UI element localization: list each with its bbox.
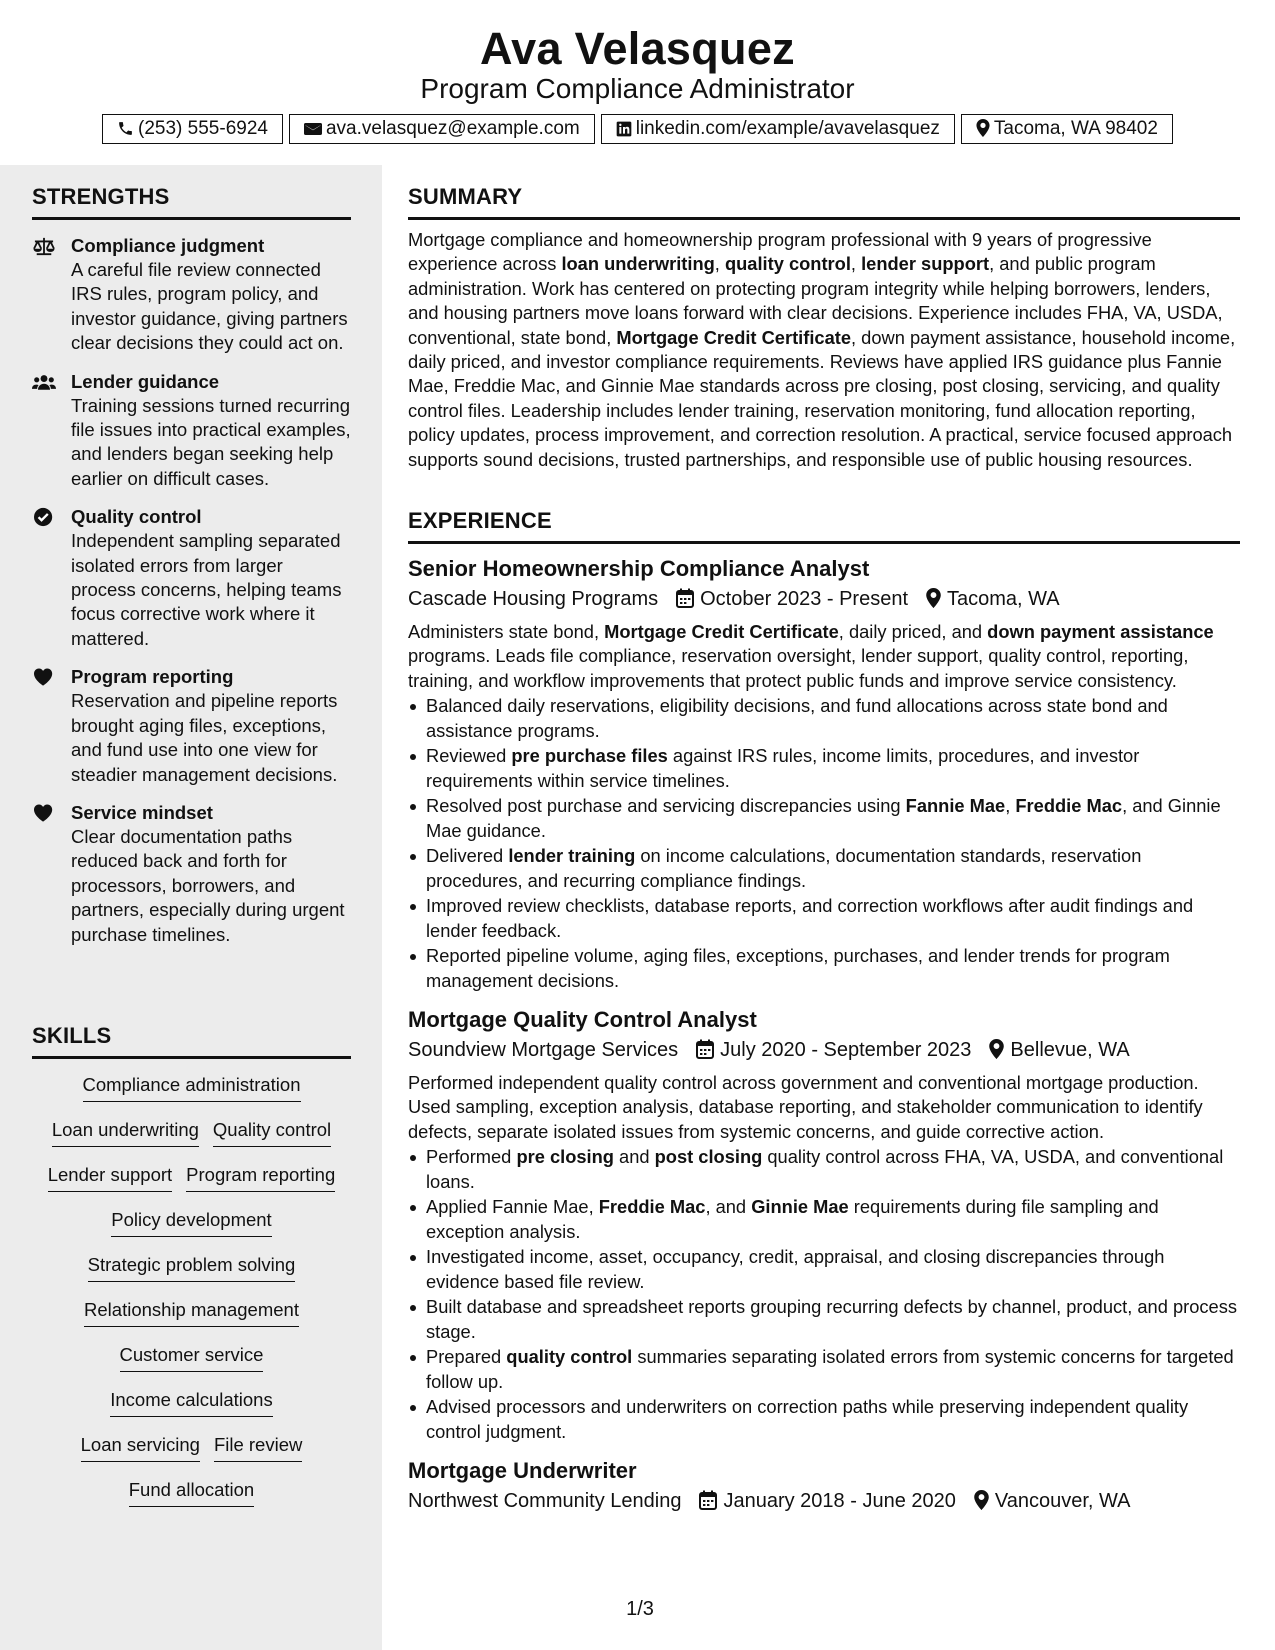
- emphasis-text: quality control: [724, 253, 851, 275]
- emphasis-text: down payment assistance: [987, 621, 1214, 642]
- contact-phone[interactable]: [102, 114, 283, 144]
- strength-item: [32, 665, 351, 787]
- job-bullet: Delivered lender training on income calculations, documentation standards, reservation procedures, and recurring compliance findings.: [408, 844, 1240, 893]
- users-icon: [32, 372, 56, 392]
- strength-title: Compliance judgment: [71, 235, 265, 256]
- skill-row: [32, 1433, 351, 1464]
- emphasis-text: Freddie Mac: [598, 1196, 706, 1218]
- contact-phone-text: (253) 555-6924: [138, 118, 268, 139]
- job-entry: [408, 554, 1240, 993]
- skill-tag: Compliance administration: [83, 1073, 301, 1102]
- job-bullet: Built database and spreadsheet reports grouping recurring defects by channel, product, and process stage.: [408, 1295, 1240, 1344]
- emphasis-text: Fannie Mae: [905, 795, 1006, 817]
- skill-row: [32, 1118, 351, 1149]
- skill-tag: Loan underwriting: [52, 1118, 199, 1147]
- experience-section: [408, 507, 1240, 1516]
- linkedin-icon: [616, 121, 632, 137]
- job-bullet: Balanced daily reservations, eligibility decisions, and fund allocations across state bond and assistance programs.: [408, 694, 1240, 743]
- job-dates: July 2020 - September 2023: [720, 1039, 972, 1062]
- skill-tag: File review: [214, 1433, 302, 1462]
- strengths-section: [32, 183, 351, 947]
- map-pin-icon: [976, 119, 990, 137]
- skill-tag: Lender support: [48, 1163, 172, 1192]
- strength-item: [32, 370, 351, 492]
- emphasis-text: Freddie Mac: [1015, 795, 1123, 817]
- job-bullet: Resolved post purchase and servicing discrepancies using Fannie Mae, Freddie Mac, and Ginnie Mae guidance.: [408, 794, 1240, 843]
- strength-desc: A careful file review connected IRS rules, program policy, and investor guidance, giving partners clear decisions they could act on.: [71, 259, 348, 354]
- skill-row: [32, 1208, 351, 1239]
- job-dates: January 2018 - June 2020: [723, 1490, 956, 1513]
- strength-title: Lender guidance: [71, 370, 220, 392]
- strength-title: Program reporting: [71, 666, 234, 688]
- scale-icon: [32, 236, 56, 256]
- job-entry: [408, 1005, 1240, 1444]
- calendar-icon: [676, 588, 694, 608]
- job-bullet: Advised processors and underwriters on correction paths while preserving independent quality control judgment.: [408, 1395, 1240, 1444]
- skill-row: [32, 1253, 351, 1284]
- strength-item: [32, 234, 351, 356]
- strength-item: [32, 801, 351, 947]
- skill-tag: Program reporting: [186, 1163, 335, 1192]
- calendar-icon: [699, 1490, 717, 1510]
- strength-desc: Independent sampling separated isolated errors from larger process concerns, helping teams focus corrective work where it mattered.: [71, 530, 342, 649]
- skill-tag: Income calculations: [110, 1388, 272, 1417]
- strength-item: [32, 505, 351, 651]
- candidate-title: Program Compliance Administrator: [420, 73, 855, 104]
- emphasis-text: lender training: [508, 845, 636, 867]
- strength-desc: Clear documentation paths reduced back and forth for processors, borrowers, and partners, especially during urgent purchase timelines.: [71, 825, 345, 945]
- contact-linkedin[interactable]: [601, 114, 955, 144]
- contact-bar: [0, 114, 1275, 144]
- job-bullet: Improved review checklists, database reports, and correction workflows after audit findings and lender feedback.: [408, 894, 1240, 943]
- skills-heading: SKILLS: [32, 1022, 351, 1059]
- emphasis-text: loan underwriting: [561, 253, 715, 275]
- strength-desc: Training sessions turned recurring file issues into practical examples, and lenders began seeking help earlier on difficult cases.: [71, 394, 351, 489]
- job-meta: [408, 1486, 1240, 1516]
- envelope-icon: [304, 121, 322, 137]
- emphasis-text: Mortgage Credit Certificate: [616, 326, 852, 348]
- job-entry: [408, 1456, 1240, 1516]
- skill-row: [32, 1478, 351, 1509]
- skill-row: [32, 1343, 351, 1374]
- strength-title: Quality control: [71, 506, 202, 528]
- job-dates: October 2023 - Present: [700, 588, 909, 610]
- skill-row: [32, 1073, 351, 1104]
- emphasis-text: Ginnie Mae: [751, 1196, 849, 1218]
- job-bullets: [408, 694, 1240, 993]
- contact-email[interactable]: [289, 114, 595, 144]
- job-location: Bellevue, WA: [1010, 1039, 1130, 1062]
- job-meta: [408, 1035, 1240, 1065]
- job-bullet: Investigated income, asset, occupancy, credit, appraisal, and closing discrepancies through evidence based file review.: [408, 1245, 1240, 1294]
- map-pin-icon: [926, 588, 941, 608]
- map-pin-icon: [974, 1490, 989, 1510]
- summary-text: Mortgage compliance and homeownership program professional with 9 years of progressive experience across loan underwriting, quality control, lender support, and public program administration. Work has centered on protecting program integrity while helping borrowers, lenders, and housing partners move loans forward with clear decisions. Experience includes FHA, VA, USDA, conventional, state bond, Mortgage Credit Certificate, down payment assistance, household income, daily priced, and investor compliance requirements. Reviews have applied IRS guidance plus Fannie Mae, Freddie Mac, and Ginnie Mae standards across pre closing, post closing, servicing, and quality control files. Leadership includes lender training, reservation monitoring, fund allocation reporting, policy updates, process improvement, and correction resolution. A practical, service focused approach supports sound decisions, trusted partnerships, and responsible use of public housing resources.: [408, 229, 1236, 470]
- resume-header: [0, 0, 1275, 165]
- job-title: Mortgage Quality Control Analyst: [408, 1007, 757, 1033]
- job-location: Tacoma, WA: [947, 588, 1060, 610]
- job-title: Senior Homeownership Compliance Analyst: [408, 556, 870, 581]
- page-number: 1/3: [626, 1598, 654, 1620]
- heart-icon: [32, 667, 56, 687]
- emphasis-text: post closing: [654, 1146, 763, 1168]
- job-bullets: [408, 1145, 1240, 1444]
- contact-location-text: Tacoma, WA 98402: [993, 118, 1158, 139]
- emphasis-text: pre closing: [516, 1146, 614, 1168]
- emphasis-text: pre purchase files: [511, 745, 668, 767]
- contact-location: [961, 114, 1173, 144]
- job-description: Administers state bond, Mortgage Credit Certificate, daily priced, and down payment assistance programs. Leads file compliance, reservation oversight, lender support, quality control, reporting, training, and workflow improvements that protect public funds and improve service consistency.: [408, 621, 1214, 691]
- job-company: Soundview Mortgage Services: [408, 1039, 679, 1062]
- skill-row: [32, 1298, 351, 1329]
- job-company: Cascade Housing Programs: [408, 588, 659, 610]
- summary-heading: SUMMARY: [408, 183, 1240, 220]
- strength-title: Service mindset: [71, 801, 213, 823]
- job-location: Vancouver, WA: [994, 1490, 1131, 1513]
- skill-tag: Strategic problem solving: [88, 1253, 296, 1282]
- job-bullet: Prepared quality control summaries separating isolated errors from systemic concerns for targeted follow up.: [408, 1345, 1240, 1394]
- phone-icon: [117, 120, 134, 137]
- map-pin-icon: [989, 1039, 1004, 1059]
- job-company: Northwest Community Lending: [408, 1490, 682, 1513]
- job-title: Mortgage Underwriter: [408, 1458, 637, 1484]
- job-bullet: Applied Fannie Mae, Freddie Mac, and Ginnie Mae requirements during file sampling and exception analysis.: [408, 1195, 1240, 1244]
- skill-tag: Loan servicing: [81, 1433, 200, 1462]
- contact-email-text: ava.velasquez@example.com: [325, 118, 580, 139]
- skill-tag: Relationship management: [84, 1298, 299, 1327]
- skill-row: [32, 1388, 351, 1419]
- emphasis-text: lender support: [861, 253, 990, 275]
- skill-tag: Fund allocation: [129, 1478, 254, 1507]
- contact-linkedin-text: linkedin.com/example/avavelasquez: [635, 118, 940, 139]
- check-circle-icon: [32, 507, 56, 527]
- heart-icon: [32, 803, 56, 823]
- job-bullet: Reviewed pre purchase files against IRS rules, income limits, procedures, and investor requirements within service timelines.: [408, 744, 1240, 793]
- summary-section: [408, 183, 1240, 472]
- skill-row: [32, 1163, 351, 1194]
- sidebar: [0, 165, 382, 1650]
- emphasis-text: Mortgage Credit Certificate: [604, 621, 839, 642]
- skill-tag: Policy development: [111, 1208, 271, 1237]
- job-meta: [408, 584, 1240, 614]
- job-bullet: Performed pre closing and post closing quality control across FHA, VA, USDA, and conventional loans.: [408, 1145, 1240, 1194]
- skills-section: [32, 1022, 351, 1509]
- calendar-icon: [696, 1039, 714, 1059]
- job-bullet: Reported pipeline volume, aging files, exceptions, purchases, and lender trends for program management decisions.: [408, 944, 1240, 993]
- strengths-heading: STRENGTHS: [32, 183, 351, 220]
- candidate-name: Ava Velasquez: [480, 23, 795, 74]
- strength-desc: Reservation and pipeline reports brought aging files, exceptions, and fund use into one view for steadier management decisions.: [71, 690, 338, 785]
- job-description: Performed independent quality control across government and conventional mortgage production. Used sampling, exception analysis, database reporting, and stakeholder communication to identify defects, separate isolated issues from systemic concerns, and guide corrective action.: [408, 1072, 1203, 1142]
- experience-heading: EXPERIENCE: [408, 507, 1240, 544]
- emphasis-text: quality control: [506, 1346, 633, 1368]
- skill-tag: Quality control: [213, 1118, 331, 1147]
- skill-tag: Customer service: [120, 1343, 264, 1372]
